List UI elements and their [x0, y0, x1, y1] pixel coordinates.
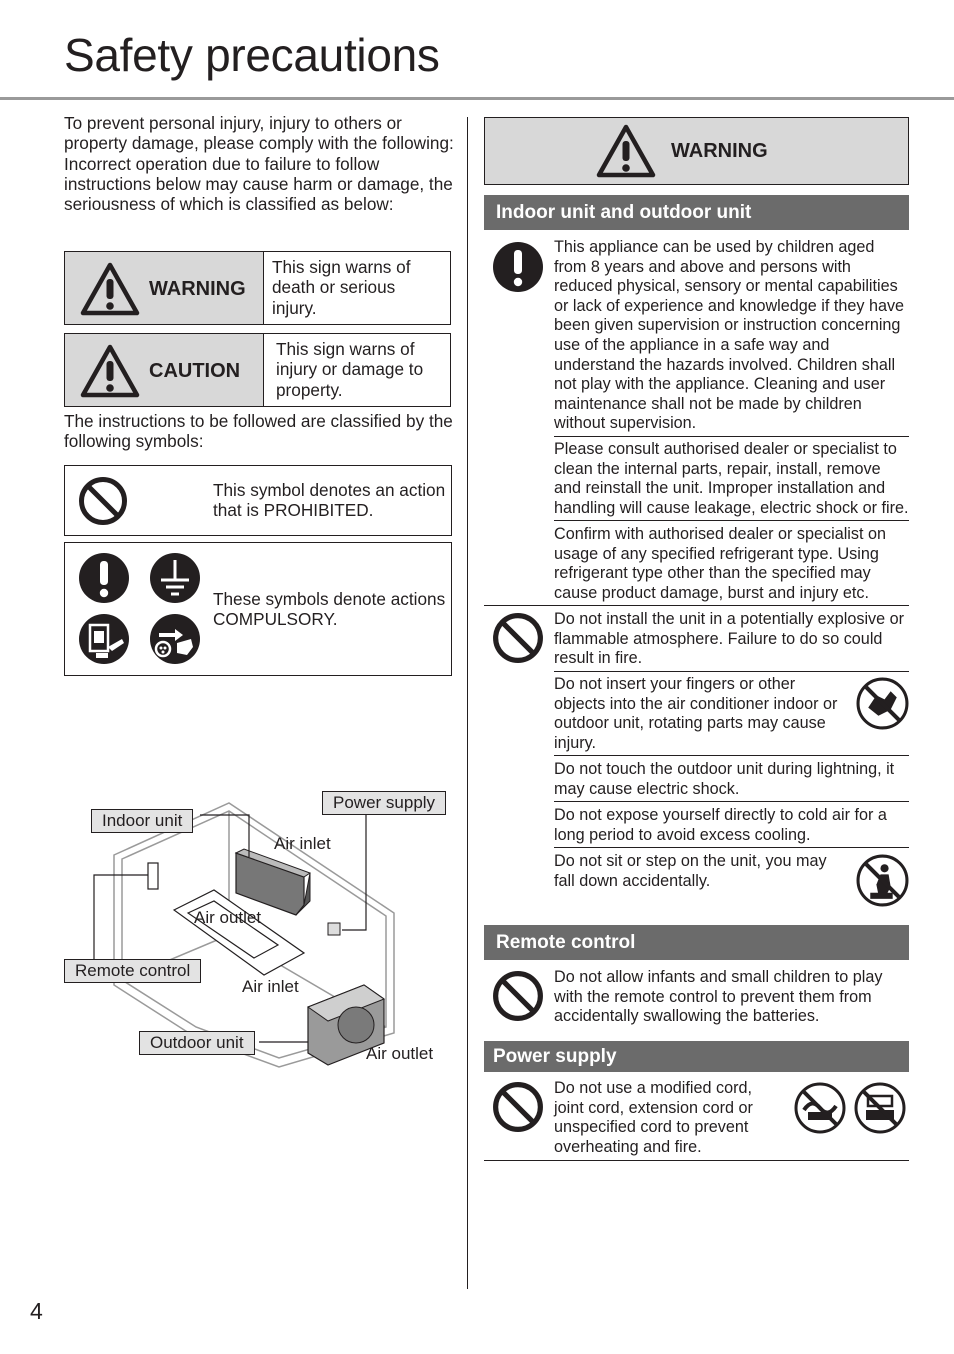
- prohibited-item: Do not allow infants and small children to play with the remote control to prevent them from accidentally swallowing the batteries.: [554, 968, 883, 1026]
- compulsory-symbols-description: These symbols denote actions COMPULSORY.: [213, 589, 446, 630]
- classification-text: The instructions to be followed are classified by the following symbols:: [64, 411, 453, 452]
- warning-item: Please consult authorised dealer or specialist to clean the internal parts, repair, install, remove and reinstall the unit. Improper installation and handling will cause leakage, electric shock or fire.: [554, 440, 909, 517]
- unplug-icon: [149, 613, 201, 665]
- prohibited-icon: [492, 1081, 544, 1133]
- section-heading-remote-control: Remote control: [484, 925, 909, 960]
- warning-item: This appliance can be used by children aged from 8 years and above and persons with reduced physical, sensory or mental capabilities or lack of experience and knowledge if they have been given supervision or instruction concerning use of the appliance in a safe way and understand the hazards involved. Children shall not play with the appliance. Cleaning and user maintenance shall not be made by children without supervision.: [554, 238, 905, 433]
- item-divider: [554, 671, 909, 672]
- installation-diagram: [64, 785, 454, 1075]
- intro-paragraph-2: Incorrect operation due to failure to follow instructions below may cause harm or damage, the seriousness of which is classified as below:: [64, 153, 453, 215]
- warning-sign-description: This sign warns of death or serious injury.: [272, 257, 411, 318]
- item-divider: [554, 520, 909, 521]
- indoor-unit-label: Indoor unit: [91, 809, 193, 833]
- warning-sign-cell: [65, 252, 264, 324]
- no-fingers-icon: [856, 677, 909, 730]
- prohibited-symbol-box: [64, 465, 452, 536]
- air-inlet-bottom-label: Air inlet: [242, 977, 299, 996]
- no-modified-cord-icon: [794, 1082, 846, 1134]
- prohibited-icon: [492, 612, 544, 664]
- warning-triangle-icon: [79, 261, 141, 317]
- air-inlet-top-label: Air inlet: [274, 834, 331, 853]
- caution-sign-cell: [65, 334, 264, 406]
- exclamation-icon: [78, 552, 130, 604]
- group-divider: [484, 605, 909, 606]
- prohibited-item: Do not sit or step on the unit, you may fall down accidentally.: [554, 852, 827, 890]
- page-number: 4: [30, 1298, 43, 1324]
- section-heading-power-supply: Power supply: [484, 1041, 909, 1072]
- remote-control-label: Remote control: [64, 959, 201, 983]
- warning-triangle-icon: [595, 123, 657, 179]
- compulsory-symbols-box: [64, 542, 452, 676]
- earth-ground-icon: [149, 552, 201, 604]
- caution-triangle-icon: [79, 343, 141, 399]
- section-end-divider: [484, 1160, 909, 1161]
- item-divider: [554, 755, 909, 756]
- prohibited-item: Do not expose yourself directly to cold air for a long period to avoid excess cooling.: [554, 806, 887, 844]
- warning-header-box: [484, 117, 909, 185]
- switch-off-icon: [78, 613, 130, 665]
- section-heading-indoor-outdoor: Indoor unit and outdoor unit: [484, 195, 909, 230]
- title-rule: [0, 97, 954, 100]
- prohibited-item: Do not install the unit in a potentially explosive or flammable atmosphere. Failure to do so could result in fire.: [554, 610, 905, 668]
- prohibited-icon: [78, 476, 128, 526]
- outdoor-unit-label: Outdoor unit: [139, 1031, 255, 1055]
- exclamation-icon: [492, 241, 544, 293]
- power-supply-label: Power supply: [322, 791, 446, 815]
- no-extension-cord-icon: [854, 1082, 906, 1134]
- warning-sign-label: WARNING: [149, 278, 246, 300]
- column-divider: [467, 117, 468, 1289]
- air-outlet-bottom-label: Air outlet: [366, 1044, 434, 1063]
- warning-item: Confirm with authorised dealer or specialist on usage of any specified refrigerant type. Using refrigerant type other than the specified may cause product damage, burst and injury etc.: [554, 525, 887, 602]
- intro-text: [64, 113, 454, 214]
- warning-sign-row: [64, 251, 451, 325]
- air-outlet-middle-label: Air outlet: [194, 908, 262, 927]
- prohibited-icon: [492, 970, 544, 1022]
- no-stepping-icon: [856, 854, 909, 907]
- item-divider: [554, 847, 909, 848]
- prohibited-item: Do not touch the outdoor unit during lightning, it may cause electric shock.: [554, 760, 895, 798]
- warning-header-label: WARNING: [671, 140, 768, 162]
- caution-sign-row: [64, 333, 451, 407]
- item-divider: [554, 801, 909, 802]
- page-title: Safety precautions: [64, 29, 440, 81]
- prohibited-item: Do not insert your fingers or other objects into the air conditioner indoor or outdoor unit, rotating parts may cause injury.: [554, 675, 838, 752]
- prohibited-item: Do not use a modified cord, joint cord, extension cord or unspecified cord to prevent overheating and fire.: [554, 1079, 753, 1156]
- item-divider: [554, 436, 909, 437]
- prohibited-symbol-description: This symbol denotes an action that is PROHIBITED.: [213, 480, 446, 521]
- intro-paragraph-1: To prevent personal injury, injury to others or property damage, please comply with the following:: [64, 113, 454, 154]
- caution-sign-description: This sign warns of injury or damage to property.: [276, 339, 424, 400]
- caution-sign-label: CAUTION: [149, 360, 241, 382]
